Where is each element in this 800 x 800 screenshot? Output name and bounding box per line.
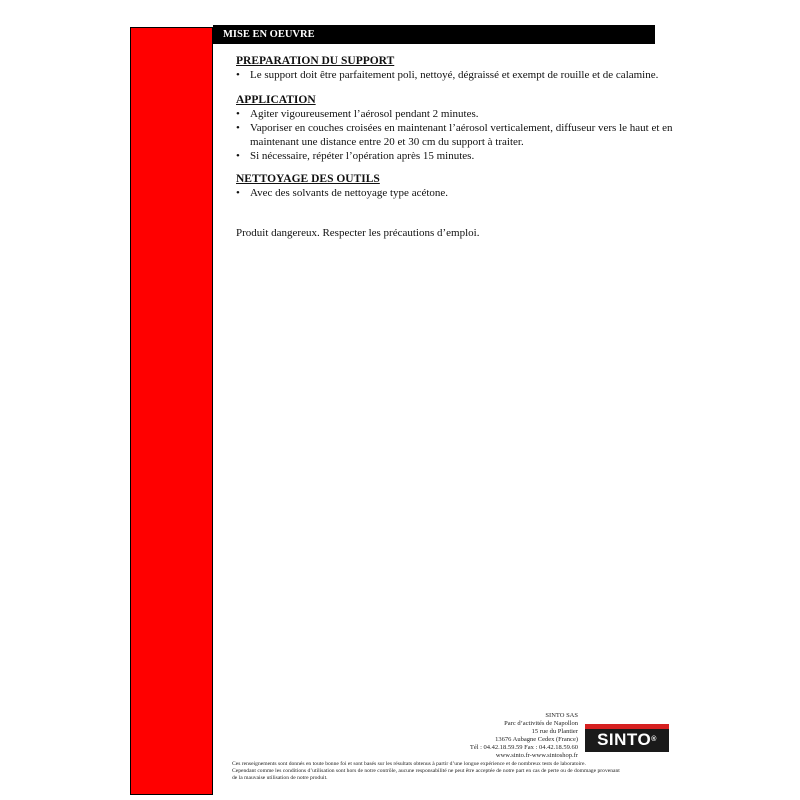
header-title: MISE EN OEUVRE (223, 29, 315, 40)
bullet-icon: • (236, 187, 240, 199)
address-line: 15 rue du Plantier (531, 728, 578, 735)
document-content (236, 54, 676, 240)
sinto-logo (585, 724, 669, 752)
phone-fax-line: Tél : 04.42.18.59.59 Fax : 04.42.18.59.60 (469, 744, 578, 751)
logo-text: SINTO (597, 730, 652, 749)
section-title-application: APPLICATION (236, 94, 316, 106)
registered-mark: ® (651, 736, 657, 743)
list-item: • Vaporiser en couches croisées en maintenant l’aérosol verticalement, diffuseur vers le haut et en maintenant une distance entre 20 et 30 cm du support à traiter. (236, 122, 673, 148)
bullet-icon: • (236, 69, 240, 81)
bullet-icon: • (236, 122, 240, 134)
bullet-icon: • (236, 150, 240, 162)
side-color-bar (130, 27, 213, 795)
section-title-nettoyage: NETTOYAGE DES OUTILS (236, 173, 380, 185)
application-list (236, 107, 676, 163)
company-address (378, 712, 578, 760)
company-name: SINTO SAS (545, 712, 578, 719)
logo-stripe (585, 724, 669, 729)
list-item: • Agiter vigoureusement l’aérosol pendant 2 minutes. (236, 108, 479, 120)
legal-disclaimer (232, 761, 672, 782)
nettoyage-list (236, 186, 676, 200)
list-item: • Si nécessaire, répéter l’opération après 15 minutes. (236, 150, 475, 162)
disclaimer-line: de la mauvaise utilisation de notre produit. (232, 775, 328, 781)
disclaimer-line: Ces renseignements sont donnés en toute bonne foi et sont basés sur les résultats obtenus à partir d’une longue expérience et de nombreux tests de laboratoire. (232, 761, 586, 767)
preparation-list (236, 68, 676, 82)
list-item: • Avec des solvants de nettoyage type acétone. (236, 187, 449, 199)
section-header-bar (213, 25, 655, 44)
address-line: 13676 Aubagne Cedex (France) (495, 736, 578, 743)
warning-text: Produit dangereux. Respecter les précautions d’emploi. (236, 227, 480, 239)
list-item: • Le support doit être parfaitement poli, nettoyé, dégraissé et exempt de rouille et de calamine. (236, 69, 659, 81)
website-line: www.sinto.fr-www.sintoshop.fr (495, 752, 578, 759)
bullet-icon: • (236, 108, 240, 120)
section-title-preparation: PREPARATION DU SUPPORT (236, 55, 395, 67)
disclaimer-line: Cependant comme les conditions d’utilisation sont hors de notre contrôle, aucune responsabilité ne peut être acceptée de notre part en cas de perte ou de dommage provenant (232, 768, 620, 774)
address-line: Parc d’activités de Napollon (504, 720, 578, 727)
